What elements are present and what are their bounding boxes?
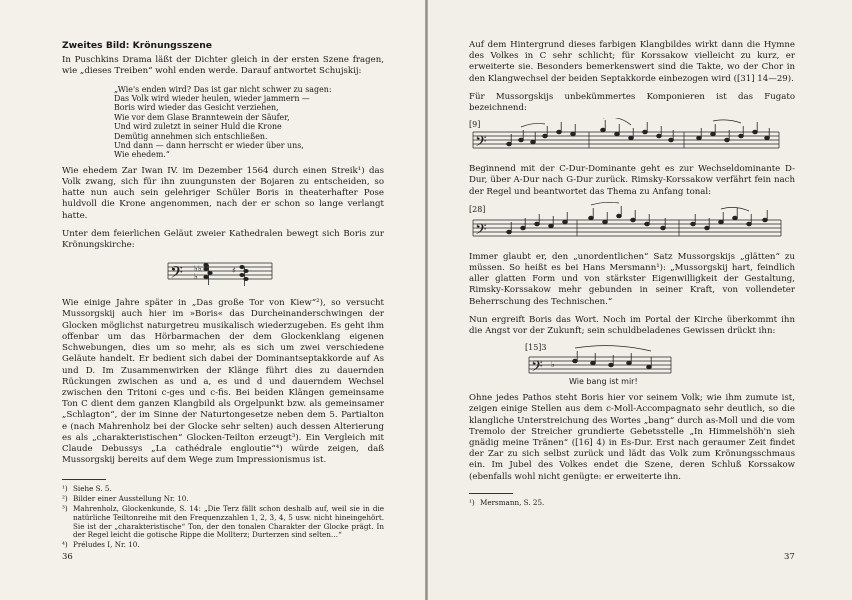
fugato-example — [469, 118, 795, 158]
footnote-divider — [62, 479, 106, 480]
footnote: ¹) Siehe S. 5. — [62, 484, 112, 494]
svg-text:♯: ♯ — [232, 266, 236, 276]
paragraph: Ohne jedes Pathos steht Boris hier vor seinem Volk; wie ihm zumute ist, zeigen einige Stellen aus dem c-Moll-Accompagnato sehr deutlich, so die klangliche Unterstreichung des Wortes „bang“ durch as-Moll und die vom Tremolo der Streicher grundierte Gebetsstelle „In Himmelshöh'n sieh gnädig meine Tränen“ ([16] 4) in Es-Dur. Erst nach geraumer Zeit findet der Zar zu sich selbst zurück und lädt das Volk zum Krönungsschmaus ein. Im Jubel des Volkes endet die Szene, deren Schluß Korssakow (ebenfalls wohl nicht genügte: er erweiterte ihn. — [469, 393, 795, 482]
quote-line: Demütig annehmen sich entschließen. — [114, 131, 268, 141]
paragraph: In Puschkins Drama läßt der Dichter gleich in der ersten Szene fragen, wie „dieses Treiben“ wohl enden werde. Darauf antwortet Schujskij: — [62, 55, 384, 77]
svg-text:𝄢: 𝄢 — [531, 358, 543, 380]
quote-line: Boris wird wieder das Gesicht verziehen, — [114, 103, 279, 113]
music-staff-svg — [469, 202, 795, 246]
paragraph: Unter dem feierlichen Geläut zweier Kathedralen bewegt sich Boris zur Krönungskirche: — [62, 228, 384, 251]
rehearsal-mark: [15]3 — [525, 343, 547, 353]
quote-line: „Wie's enden wird? Das ist gar nicht schwer zu sagen: — [114, 84, 332, 94]
page-number: 37 — [784, 552, 795, 562]
paragraph: Wie ehedem Zar Iwan IV. im Dezember 1564 durch einen Streik¹) das Volk zwang, sich für ihn zuungunsten der Bojaren zu entscheiden, so hatte nun auch sein gelehriger Schüler Boris in theaterhafter Pose huldvoll die Krone angenommen, nach der er schon so lange verlangt hatte. — [62, 165, 384, 221]
music-staff-svg — [469, 118, 795, 158]
svg-text:♭♭: ♭♭ — [194, 264, 202, 274]
svg-text:𝄢: 𝄢 — [170, 262, 183, 287]
quote-line: Wie ehedem.“ — [114, 150, 170, 160]
paragraph: Beginnend mit der C-Dur-Dominante geht es zur Wechseldominante D-Dur, über A-Dur nach G-Dur zurück. Rimsky-Korssakow verfährt fein nach der Regel und beantwortet das Thema zu Anfang tonal: — [469, 164, 795, 197]
bell-chord-example — [164, 255, 384, 289]
paragraph: Für Mussorgskijs unbekümmertes Komponieren ist das Fugato bezeichnend: — [469, 91, 795, 114]
svg-text:𝄢: 𝄢 — [475, 133, 487, 155]
page-number: 36 — [62, 552, 73, 562]
paragraph: Immer glaubt er, den „unordentlichen“ Satz Mussorgskijs „glätten“ zu müssen. So heißt es bei Hans Mersmann¹): „Mussorgskij hart, feindlich aller glatten Form und von stärkster Eigenwilligkeit der Gestaltung, Rimsky-Korssakow mehr gebunden in seiner Kraft, von vollendeter Beherrschung des Technischen.“ — [469, 251, 795, 307]
verse-quote — [114, 85, 384, 160]
paragraph: Wie einige Jahre später in „Das große Tor von Kiew“²), so versucht Mussorgskij auch hier im »Boris« das Durcheinanderschwingen der Glocken möglichst naturgetreu musikalisch wiederzugeben. Es geht ihm offenbar um das Hörbarmachen der dem Glockenklang eigenen Schwebungen, dies um so mehr, als es sich um zwei verschiedene Geläute handelt. Er bedient sich dabei der Dominantseptakkorde auf As und D. Im Zusammenwirken der Klänge führt dies zu dauernden Rückungen zwischen as und a, es und d und dauerndem Wechsel zwischen den Tritoni c-ges und c-fis. Bei beiden Klängen gemeinsame Ton C dient dem ganzen Klangbild als Orgelpunkt bzw. als gemeinsamer „Schlagton“, der im Sinne der Naturtongesetze neben dem 5. Partialton e (nach Mahrenholz bei der Glocke sehr selten) auch dessen Alterierung es als „charakteristischen“ Glocken-Teilton erzeugt³). Ein Vergleich mit Claude Debussys „La cathédrale engloutie“⁴) würde zeigen, daß Mussorgskij bereits auf dem Wege zum Impressionismus ist. — [62, 298, 384, 466]
svg-text:♭: ♭ — [194, 272, 198, 282]
music-staff-svg — [525, 341, 675, 387]
right-page — [428, 0, 852, 600]
music-staff-svg — [164, 255, 274, 289]
right-text-column — [469, 40, 795, 509]
section-heading: Zweites Bild: Krönungsszene — [62, 40, 213, 51]
quote-line: Wie vor dem Glase Branntewein der Säufer, — [114, 112, 290, 122]
korssakow-example — [469, 202, 795, 246]
quote-line: Und wird zuletzt in seiner Huld die Krone — [114, 122, 282, 132]
svg-text:♭: ♭ — [551, 360, 555, 370]
footnote: ³) Mahrenholz, Glockenkunde, S. 14: „Die Terz fällt schon deshalb auf, weil sie in die natürliche Teiltonreihe mit den Frequenzzahlen 1, 2, 3, 4, 5 usw. nicht hineingehört. Sie ist der „charakteristische“ Ton, der den tonalen Charakter der Glocke prägt. In der Regel leicht die gotische Rippe die Mollterz; Durterzen sind selten…“ — [62, 503, 384, 540]
rehearsal-mark: [9] — [469, 120, 481, 130]
rehearsal-mark: [28] — [469, 204, 486, 214]
footnote-divider — [469, 493, 513, 494]
boris-vocal-example — [525, 341, 795, 387]
footnote: ¹) Mersmann, S. 25. — [469, 497, 545, 507]
footnote: ²) Bilder einer Ausstellung Nr. 10. — [62, 494, 189, 504]
footnote: ⁴) Préludes I, Nr. 10. — [62, 540, 140, 550]
left-text-column — [62, 40, 384, 551]
svg-text:𝄢: 𝄢 — [475, 220, 487, 242]
paragraph: Auf dem Hintergrund dieses farbigen Klangbildes wirkt dann die Hymne des Volkes in C sehr schlicht; für Korssakow vielleicht zu kurz, er erweiterte sie. Besonders bemerkenswert sind die Takte, wo der Chor in den Klangwechsel der beiden Septakkorde einbezogen wird ([31] 14—29). — [469, 40, 795, 84]
left-page — [0, 0, 425, 600]
paragraph: Nun ergreift Boris das Wort. Noch im Portal der Kirche überkommt ihn die Angst vor der Zukunft; sein schuldbeladenes Gewissen drückt ihn: — [469, 314, 795, 337]
quote-line: Das Volk wird wieder heulen, wieder jammern — — [114, 94, 310, 104]
quote-line: Und dann — dann herrscht er wieder über uns, — [114, 141, 304, 151]
lyric-text: Wie bang ist mir! — [569, 377, 638, 387]
